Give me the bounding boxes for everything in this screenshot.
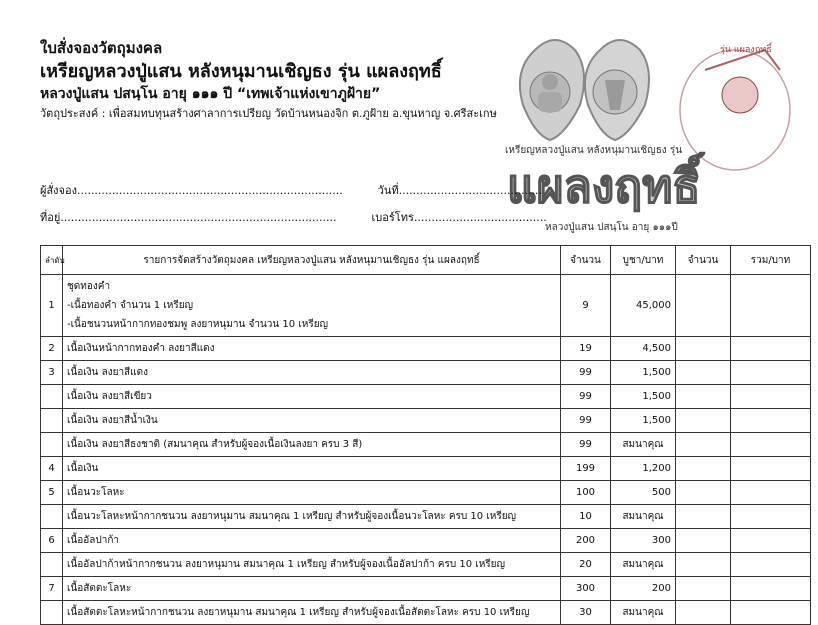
- input-total[interactable]: [731, 337, 811, 361]
- graphic-big-text: แผลงฤทธิ์: [507, 159, 701, 213]
- row-number: 6: [41, 529, 63, 553]
- header-price: บูชา/บาท: [611, 246, 676, 275]
- row-qty: 99: [561, 433, 611, 457]
- row-qty: 99: [561, 409, 611, 433]
- row-price: สมนาคุณ: [611, 505, 676, 529]
- row-item-line: เนื้อเงิน ลงยาสีน้ำเงิน: [67, 415, 158, 426]
- table-row: [41, 601, 811, 625]
- row-qty: 200: [561, 529, 611, 553]
- row-item: [63, 553, 561, 577]
- orderer-row: [40, 181, 542, 199]
- row-item: [63, 275, 561, 337]
- medal-back-image: [585, 40, 649, 140]
- row-number: [41, 385, 63, 409]
- row-number: 5: [41, 481, 63, 505]
- order-table: [40, 245, 811, 625]
- address-row: [40, 208, 547, 226]
- medal-front-image: [520, 40, 584, 140]
- table-row: [41, 337, 811, 361]
- phone-field[interactable]: เบอร์โทร......................................: [371, 211, 547, 224]
- input-order-qty[interactable]: [676, 481, 731, 505]
- monk-subtitle: หลวงปู่แสน ปสนฺโน อายุ ๑๑๑ ปี “เทพเจ้าแห่งเขาภูฝ้าย”: [40, 86, 381, 102]
- header-total: รวม/บาท: [731, 246, 811, 275]
- table-row: [41, 457, 811, 481]
- table-row: [41, 505, 811, 529]
- table-row: [41, 481, 811, 505]
- row-number: [41, 553, 63, 577]
- input-order-qty[interactable]: [676, 505, 731, 529]
- row-item-line: เนื้อสัตตะโลหะหน้ากากชนวน ลงยาหนุมาน สมนาคุณ 1 เหรียญ สำหรับผู้จองเนื้อสัตตะโลหะ ครบ 10 เหรียญ: [67, 607, 530, 618]
- row-price: สมนาคุณ: [611, 601, 676, 625]
- row-number: [41, 433, 63, 457]
- date-field[interactable]: วันที่.........................................: [377, 184, 543, 197]
- header-item: รายการจัดสร้างวัตถุมงคล เหรียญหลวงปู่แสน หลังหนุมานเชิญธง รุ่น แผลงฤทธิ์: [63, 246, 561, 275]
- input-total[interactable]: [731, 601, 811, 625]
- input-total[interactable]: [731, 553, 811, 577]
- medal-title: เหรียญหลวงปู่แสน หลังหนุมานเชิญธง รุ่น แผลงฤทธิ์: [40, 61, 442, 82]
- row-item: [63, 457, 561, 481]
- row-qty: 20: [561, 553, 611, 577]
- table-row: [41, 275, 811, 337]
- row-qty: 30: [561, 601, 611, 625]
- table-header-row: [41, 246, 811, 275]
- row-item: [63, 361, 561, 385]
- header-no: ลำดับ: [41, 246, 63, 275]
- input-total[interactable]: [731, 385, 811, 409]
- row-item: [63, 385, 561, 409]
- row-number: 2: [41, 337, 63, 361]
- row-item-line: ชุดทองคำ: [67, 281, 111, 292]
- row-number: 3: [41, 361, 63, 385]
- row-price: สมนาคุณ: [611, 433, 676, 457]
- row-qty: 99: [561, 361, 611, 385]
- row-qty: 10: [561, 505, 611, 529]
- row-item: [63, 505, 561, 529]
- input-order-qty[interactable]: [676, 361, 731, 385]
- input-total[interactable]: [731, 481, 811, 505]
- row-item-line: เนื้อเงิน ลงยาสีเขียว: [67, 391, 152, 402]
- row-item-line: เนื้ออัลปาก้าหน้ากากชนวน ลงยาหนุมาน สมนาคุณ 1 เหรียญ สำหรับผู้จองเนื้ออัลปาก้า ครบ 10 เหรียญ: [67, 559, 506, 570]
- row-item-line: เนื้อเงิน: [67, 463, 99, 474]
- row-item-line: เนื้อเงินหน้ากากทองคำ ลงยาสีแดง: [67, 343, 215, 354]
- row-qty: 9: [561, 275, 611, 337]
- table-row: [41, 385, 811, 409]
- row-qty: 100: [561, 481, 611, 505]
- graphic-top-text: เหรียญหลวงปู่แสน หลังหนุมานเชิญธง รุ่น: [505, 145, 683, 156]
- row-price: 1,500: [611, 361, 676, 385]
- row-item: [63, 433, 561, 457]
- row-qty: 19: [561, 337, 611, 361]
- row-item-line: เนื้ออัลปาก้า: [67, 535, 120, 546]
- header-qty: จำนวน: [561, 246, 611, 275]
- input-total[interactable]: [731, 577, 811, 601]
- row-item: [63, 529, 561, 553]
- row-item: [63, 481, 561, 505]
- form-title: ใบสั่งจองวัตถุมงคล: [40, 39, 163, 57]
- document-header: [40, 38, 520, 123]
- row-item-line: เนื้อนวะโลหะหน้ากากชนวน ลงยาหนุมาน สมนาคุณ 1 เหรียญ สำหรับผู้จองเนื้อนวะโลหะ ครบ 10 เหรียญ: [67, 511, 517, 522]
- row-price: 4,500: [611, 337, 676, 361]
- input-order-qty[interactable]: [676, 409, 731, 433]
- row-qty: 199: [561, 457, 611, 481]
- row-item-line: -เนื้อชนวนหน้ากากทองชมพู ลงยาหนุมาน จำนวน 10 เหรียญ: [67, 319, 329, 330]
- input-total[interactable]: [731, 275, 811, 337]
- input-total[interactable]: [731, 433, 811, 457]
- input-total[interactable]: [731, 409, 811, 433]
- row-number: [41, 409, 63, 433]
- row-item-line: เนื้อเงิน ลงยาสีธงชาติ (สมนาคุณ สำหรับผู้จองเนื้อเงินลงยา ครบ 3 สี): [67, 439, 363, 450]
- medal-logo-graphic: [505, 30, 805, 240]
- purpose-text: วัตถุประสงค์ : เพื่อสมทบทุนสร้างศาลาการเปรียญ วัดบ้านหนองจิก ต.ภูฝ้าย อ.ขุนหาญ จ.ศรีสะเกษ: [40, 107, 497, 120]
- row-number: [41, 505, 63, 529]
- input-order-qty[interactable]: [676, 553, 731, 577]
- graphic-bottom-text: หลวงปู่แสน ปสนฺโน อายุ ๑๑๑ปี: [545, 222, 678, 233]
- table-row: [41, 553, 811, 577]
- row-number: [41, 601, 63, 625]
- row-item-line: เนื้อเงิน ลงยาสีแดง: [67, 367, 148, 378]
- table-row: [41, 361, 811, 385]
- table-row: [41, 529, 811, 553]
- orderer-field[interactable]: ผู้สั่งจอง............................................................................: [40, 184, 343, 197]
- input-order-qty[interactable]: [676, 433, 731, 457]
- input-total[interactable]: [731, 361, 811, 385]
- row-price: สมนาคุณ: [611, 553, 676, 577]
- input-order-qty[interactable]: [676, 275, 731, 337]
- row-number: 7: [41, 577, 63, 601]
- row-item: [63, 337, 561, 361]
- input-order-qty[interactable]: [676, 457, 731, 481]
- input-total[interactable]: [731, 505, 811, 529]
- row-price: 500: [611, 481, 676, 505]
- row-item: [63, 409, 561, 433]
- hanuman-illustration: [680, 50, 790, 170]
- row-item: [63, 601, 561, 625]
- row-item: [63, 577, 561, 601]
- row-price: 1,500: [611, 385, 676, 409]
- input-order-qty[interactable]: [676, 385, 731, 409]
- row-number: 4: [41, 457, 63, 481]
- header-order-qty: จำนวน: [676, 246, 731, 275]
- row-price: 200: [611, 577, 676, 601]
- row-price: 300: [611, 529, 676, 553]
- row-qty: 300: [561, 577, 611, 601]
- input-order-qty[interactable]: [676, 601, 731, 625]
- input-order-qty[interactable]: [676, 337, 731, 361]
- row-item-line: เนื้อสัตตะโลหะ: [67, 583, 132, 594]
- table-row: [41, 577, 811, 601]
- row-qty: 99: [561, 385, 611, 409]
- input-total[interactable]: [731, 457, 811, 481]
- input-total[interactable]: [731, 529, 811, 553]
- graphic-side-text: รุ่น แผลงฤทธิ์: [720, 45, 772, 55]
- input-order-qty[interactable]: [676, 577, 731, 601]
- row-price: 1,500: [611, 409, 676, 433]
- address-field[interactable]: ที่อยู่...............................................................................: [40, 211, 337, 224]
- row-number: 1: [41, 275, 63, 337]
- row-item-line: เนื้อนวะโลหะ: [67, 487, 125, 498]
- row-price: 45,000: [611, 275, 676, 337]
- row-price: 1,200: [611, 457, 676, 481]
- input-order-qty[interactable]: [676, 529, 731, 553]
- row-item-line: -เนื้อทองคำ จำนวน 1 เหรียญ: [67, 300, 194, 311]
- table-row: [41, 433, 811, 457]
- table-row: [41, 409, 811, 433]
